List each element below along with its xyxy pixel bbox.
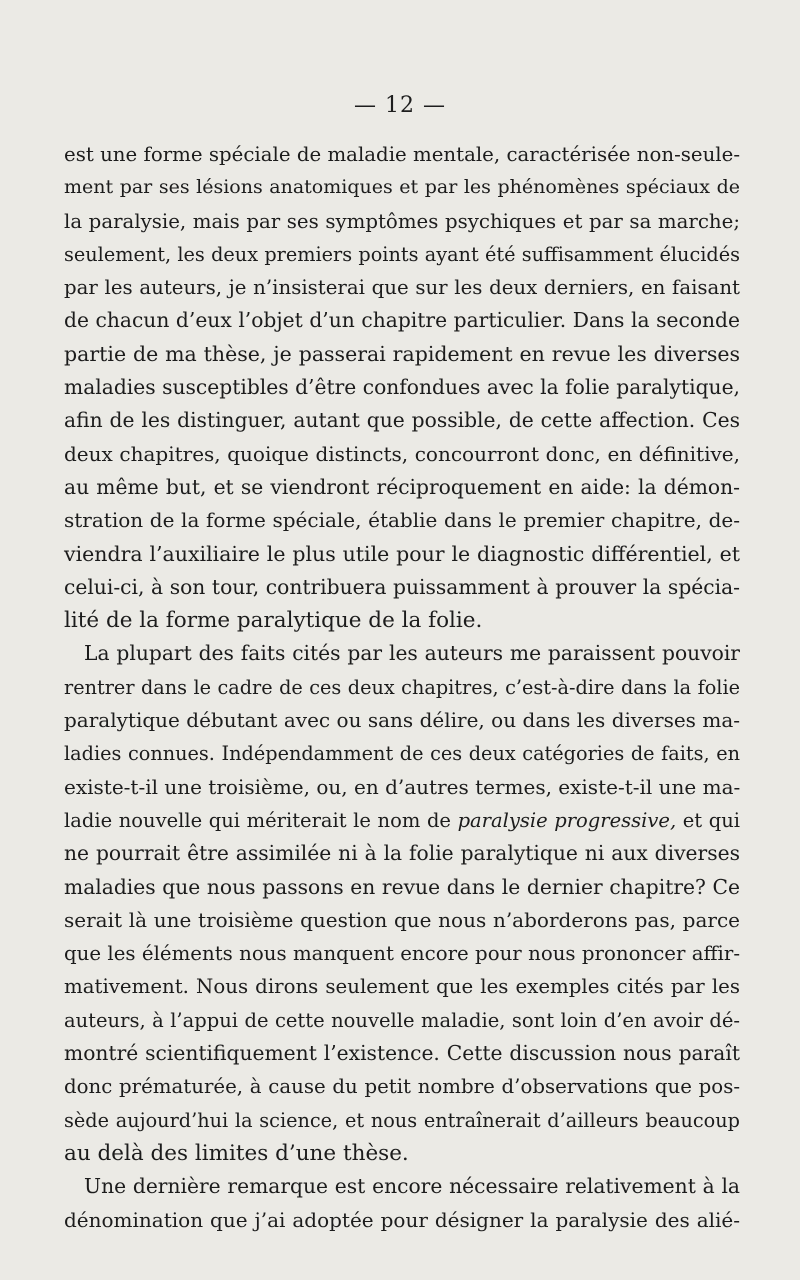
text-line: rentrer dans le cadre de ces deux chapitres, c’est-à-dire dans la folie	[64, 675, 740, 699]
text-line: paralytique débutant avec ou sans délire, ou dans les diverses ma-	[64, 708, 740, 733]
text-line: que les éléments nous manquent encore pour nous prononcer affir-	[64, 942, 740, 966]
text-line: donc prématurée, à cause du petit nombre d’observations que pos-	[64, 1075, 740, 1099]
text-line: ne pourrait être assimilée ni à la folie paralytique ni aux diverses	[64, 841, 740, 866]
text-line: par les auteurs, je n’insisterai que sur les deux derniers, en faisant	[64, 276, 740, 300]
body-text	[64, 138, 740, 1237]
text-line: existe-t-il une troisième, ou, en d’autres termes, existe-t-il une ma-	[64, 774, 741, 799]
text-run: et qui	[676, 808, 740, 832]
text-line: maladies que nous passons en revue dans le dernier chapitre? Ce	[64, 874, 740, 899]
text-line: au même but, et se viendront réciproquement en aide: la démon-	[64, 474, 740, 499]
text-line: partie de ma thèse, je passerai rapidement en revue les diverses	[64, 341, 740, 366]
text-line: au delà des limites d’une thèse.	[64, 1140, 409, 1166]
text-line: mativement. Nous dirons seulement que les exemples cités par les	[64, 975, 740, 999]
text-line: dénomination que j’ai adoptée pour désigner la paralysie des alié-	[64, 1207, 740, 1232]
text-line: maladies susceptibles d’être confondues avec la folie paralytique,	[64, 375, 740, 400]
text-line: de chacun d’eux l’objet d’un chapitre particulier. Dans la seconde	[64, 308, 740, 333]
text-line: afin de les distinguer, autant que possible, de cette affection. Ces	[64, 408, 740, 433]
text-run: ladie nouvelle qui mériterait le nom de	[64, 808, 458, 832]
text-line: seulement, les deux premiers points ayant été suffisamment élucidés	[64, 242, 740, 266]
text-line: lité de la forme paralytique de la folie.	[64, 608, 483, 634]
text-line: ment par ses lésions anatomiques et par les phénomènes spéciaux de	[64, 176, 740, 199]
text-line: montré scientifiquement l’existence. Cette discussion nous paraît	[64, 1041, 740, 1066]
text-line: sède aujourd’hui la science, et nous entraînerait d’ailleurs beaucoup	[64, 1108, 740, 1132]
page-number: — 12 —	[354, 93, 446, 118]
text-line: stration de la forme spéciale, établie dans le premier chapitre, de-	[64, 508, 740, 533]
text-line: deux chapitres, quoique distincts, concourront donc, en définitive,	[64, 441, 740, 466]
italic-term: paralysie progressive,	[457, 808, 677, 832]
text-line: viendra l’auxiliaire le plus utile pour le diagnostic différentiel, et	[64, 541, 740, 566]
text-line: est une forme spéciale de maladie mentale, caractérisée non-seule-	[64, 143, 740, 166]
text-line: Une dernière remarque est encore nécessaire relativement à la	[84, 1174, 740, 1199]
text-line: La plupart des faits cités par les auteurs me paraissent pouvoir	[84, 641, 740, 666]
text-line	[64, 804, 740, 837]
text-line: celui-ci, à son tour, contribuera puissamment à prouver la spécia-	[64, 574, 740, 599]
text-line: auteurs, à l’appui de cette nouvelle maladie, sont loin d’en avoir dé-	[64, 1008, 740, 1032]
text-line: serait là une troisième question que nous n’aborderons pas, parce	[64, 907, 740, 932]
text-line: la paralysie, mais par ses symptômes psychiques et par sa marche;	[64, 209, 740, 233]
text-line: ladies connues. Indépendamment de ces deux catégories de faits, en	[64, 742, 740, 766]
